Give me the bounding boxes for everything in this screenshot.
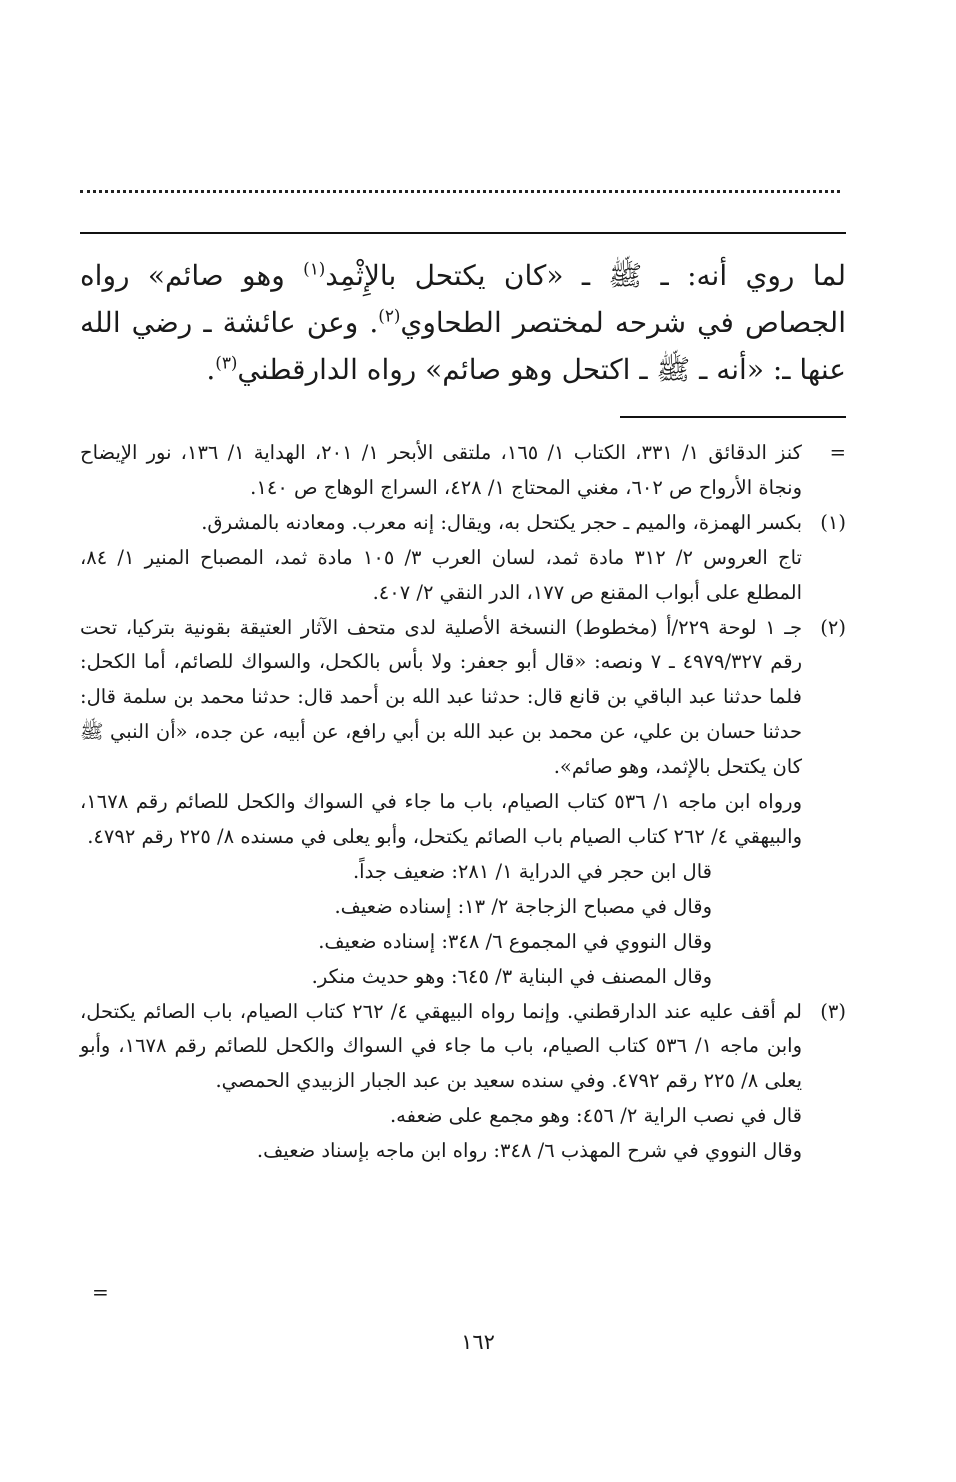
footnote-quote-line: وقال النووي في المجموع ٦/ ٣٤٨: إسناده ضعيف.	[318, 929, 712, 953]
footnote-2	[80, 611, 846, 995]
page-number: ١٦٢	[461, 1330, 495, 1354]
main-text	[80, 252, 846, 393]
footnote-continuation	[80, 436, 846, 506]
footnote-ref-2: (٢)	[378, 305, 401, 326]
footnote-1	[80, 506, 846, 611]
footnote-line: بكسر الهمزة، والميم ـ حجر يكتحل به، ويقال: إنه معرب. ومعادنه بالمشرق.	[201, 510, 802, 534]
top-rule	[80, 232, 846, 234]
footnote-line: كنز الدقائق ١/ ٣٣١، الكتاب ١/ ١٦٥، ملتقى الأبحر ١/ ٢٠١، الهداية ١/ ١٣٦، نور الإيضاح ونجاة الأرواح ص ٦٠٢، مغني المحتاج ١/ ٤٢٨، السراج الوهاج ص ١٤٠.	[80, 441, 802, 499]
footnote-line: جـ ١ لوحة ٢٢٩/أ (مخطوط) النسخة الأصلية لدى متحف الآثار العتيقة بقونية بتركيا، تحت رقم ٤٩٧٩/٣٢٧ ـ ٧ ونصه: «قال أبو جعفر: ولا بأس بالكحل، والسواك للصائم، أما الكحل: فلما حدثنا عبد الباقي بن قانع قال: حدثنا عبد الله بن أحمد قال: حدثنا محمد بن سلمة قال: حدثنا حسان بن علي، عن محمد بن عبد الله بن أبي رافع، عن أبيه، عن جده، «أن النبي ﷺ كان يكتحل بالإثمد، وهو صائم».	[80, 615, 803, 779]
footnote-line: لم أقف عليه عند الدارقطني. وإنما رواه البيهقي ٤/ ٢٦٢ كتاب الصيام، باب الصائم يكتحل، وابن ماجه ١/ ٥٣٦ كتاب الصيام، باب ما جاء في السواك والكحل للصائم رقم ١٦٧٨، وأبو يعلى ٨/ ٢٢٥ رقم ٤٧٩٢. وفي سنده سعيد بن عبد الجبار الزبيدي الحمصي.	[80, 999, 802, 1093]
footnote-marker: (١)	[820, 510, 846, 534]
footnote-line: ورواه ابن ماجه ١/ ٥٣٦ كتاب الصيام، باب ما جاء في السواك والكحل للصائم رقم ١٦٧٨، والبيهقي ٤/ ٢٦٢ كتاب الصيام باب الصائم يكتحل، وأبو يعلى في مسنده ٨/ ٢٢٥ رقم ٤٧٩٢.	[80, 790, 802, 848]
footnote-line: تاج العروس ٢/ ٣١٢ مادة ثمد، لسان العرب ٣/ ١٠٥ مادة ثمد، المصباح المنير ١/ ٨٤، المطلع على أبواب المقنع ص ١٧٧، الدر النقي ٢/ ٤٠٧.	[80, 545, 802, 604]
footnote-3	[80, 995, 846, 1170]
footnotes	[80, 436, 846, 1169]
footnote-line: قال في نصب الراية ٢/ ٤٥٦: وهو مجمع على ضعفه.	[389, 1104, 802, 1128]
footnote-quote-line: قال ابن حجر في الدراية ١/ ٢٨١: ضعيف جداً.	[352, 859, 712, 883]
dotted-separator	[80, 178, 840, 193]
footnote-rule	[620, 416, 846, 418]
footnote-ref-1: (١)	[303, 258, 326, 279]
footnote-quote-line: وقال في مصباح الزجاجة ٢/ ١٣: إسناده ضعيف.	[334, 894, 712, 918]
footnote-quote-line: وقال المصنف في البناية ٣/ ٦٤٥: وهو حديث منكر.	[311, 964, 712, 988]
main-paragraph: لما روي أنه: ـ ﷺ ـ «كان يكتحل بالإِثْمِد$^{(١)}$ وهو صائم» رواه الجصاص في شرحه لمختصر الطحاوي$^{(٢)}$. وعن عائشة ـ رضي الله عنها ـ: «أنه ـ ﷺ ـ اكتحل وهو صائم» رواه الدارقطني$^{(٣)}$.	[80, 258, 846, 386]
footnote-marker: (٢)	[820, 615, 846, 639]
footnote-marker: (٣)	[820, 999, 846, 1023]
continuation-marker-end: =	[92, 1280, 109, 1304]
footnote-ref-3: (٣)	[215, 352, 238, 373]
footnote-line: وقال النووي في شرح المهذب ٦/ ٣٤٨: رواه ابن ماجه بإسناد ضعيف.	[256, 1139, 802, 1163]
continuation-marker: =	[829, 441, 846, 464]
